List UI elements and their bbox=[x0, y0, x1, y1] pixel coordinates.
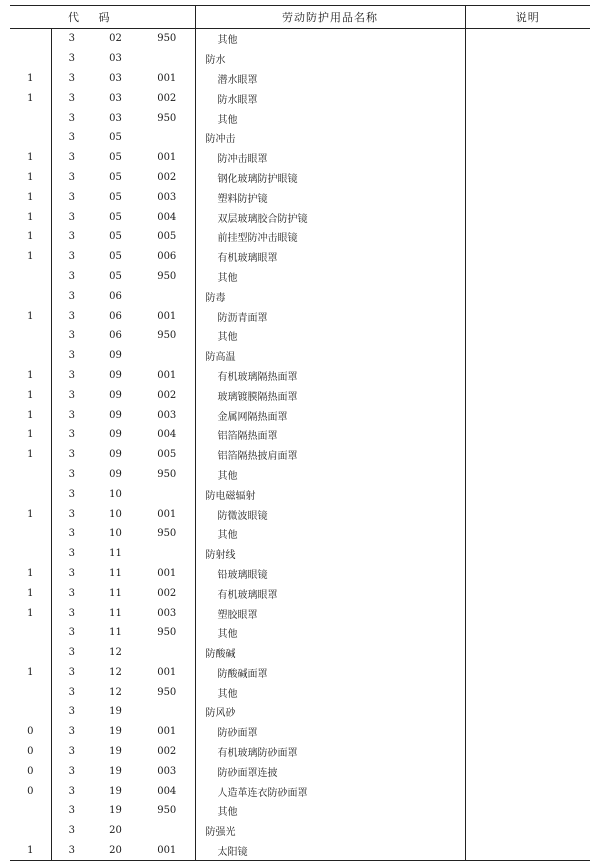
note-cell bbox=[465, 801, 590, 821]
note-cell bbox=[465, 583, 590, 603]
code-group-cell: 09 bbox=[109, 449, 122, 461]
item-name-cell: 防砂面罩连披 bbox=[195, 761, 465, 781]
code-category-cell: 3 bbox=[51, 484, 92, 504]
table-row bbox=[10, 524, 590, 544]
code-item-cell: 950 bbox=[157, 468, 177, 480]
item-name-cell: 有机玻璃眼罩 bbox=[195, 583, 465, 603]
code-item-cell: 002 bbox=[157, 746, 177, 758]
code-category-cell: 3 bbox=[51, 227, 92, 247]
item-name-cell: 防毒 bbox=[195, 286, 465, 306]
code-level-cell: 0 bbox=[27, 726, 34, 738]
table-row bbox=[10, 385, 590, 405]
code-level-cell: 1 bbox=[27, 152, 34, 164]
note-cell bbox=[465, 465, 590, 485]
note-cell bbox=[465, 29, 590, 49]
code-group-cell: 19 bbox=[109, 805, 122, 817]
table-row bbox=[10, 148, 590, 168]
code-group-cell: 12 bbox=[109, 666, 122, 678]
table-row bbox=[10, 702, 590, 722]
table-row bbox=[10, 88, 590, 108]
code-item-cell: 950 bbox=[157, 330, 177, 342]
table-row bbox=[10, 623, 590, 643]
code-level-cell: 1 bbox=[27, 369, 34, 381]
code-item-cell: 004 bbox=[157, 211, 177, 223]
note-cell bbox=[465, 69, 590, 89]
table-row bbox=[10, 445, 590, 465]
code-group-cell: 05 bbox=[109, 152, 122, 164]
item-name-cell: 防强光 bbox=[195, 821, 465, 841]
code-category-cell: 3 bbox=[51, 247, 92, 267]
code-item-cell: 003 bbox=[157, 191, 177, 203]
code-category-cell: 3 bbox=[51, 643, 92, 663]
note-cell bbox=[465, 524, 590, 544]
code-category-cell: 3 bbox=[51, 88, 92, 108]
code-level-cell bbox=[10, 643, 51, 663]
code-group-cell: 19 bbox=[109, 746, 122, 758]
item-name-cell: 防水 bbox=[195, 49, 465, 69]
code-level-cell: 1 bbox=[27, 409, 34, 421]
item-name-cell: 铝箔隔热面罩 bbox=[195, 425, 465, 445]
item-name-cell: 其他 bbox=[195, 29, 465, 49]
code-item-cell: 003 bbox=[157, 607, 177, 619]
note-cell bbox=[465, 306, 590, 326]
code-group-cell: 20 bbox=[109, 825, 122, 837]
table-row bbox=[10, 761, 590, 781]
table-row bbox=[10, 247, 590, 267]
note-cell bbox=[465, 128, 590, 148]
code-level-cell bbox=[10, 267, 51, 287]
code-group-cell: 11 bbox=[109, 548, 122, 560]
code-category-cell: 3 bbox=[51, 148, 92, 168]
code-group-cell: 09 bbox=[109, 389, 122, 401]
table-row bbox=[10, 366, 590, 386]
code-item-cell bbox=[139, 286, 195, 306]
item-name-cell: 防砂面罩 bbox=[195, 722, 465, 742]
table-row bbox=[10, 742, 590, 762]
code-category-cell: 3 bbox=[51, 366, 92, 386]
code-category-cell: 3 bbox=[51, 702, 92, 722]
code-group-cell: 09 bbox=[109, 350, 122, 362]
code-category-cell: 3 bbox=[51, 69, 92, 89]
code-category-cell: 3 bbox=[51, 722, 92, 742]
table-row bbox=[10, 603, 590, 623]
code-item-cell: 001 bbox=[157, 508, 177, 520]
code-group-cell: 10 bbox=[109, 508, 122, 520]
code-category-cell: 3 bbox=[51, 405, 92, 425]
table-row bbox=[10, 465, 590, 485]
note-cell bbox=[465, 267, 590, 287]
code-group-cell: 05 bbox=[109, 171, 122, 183]
code-group-cell: 19 bbox=[109, 726, 122, 738]
item-name-cell: 双层玻璃胶合防护镜 bbox=[195, 207, 465, 227]
table-row bbox=[10, 544, 590, 564]
code-category-cell: 3 bbox=[51, 187, 92, 207]
protective-equipment-code-table bbox=[10, 5, 590, 861]
code-level-cell: 1 bbox=[10, 841, 51, 861]
code-level-cell: 1 bbox=[27, 449, 34, 461]
code-item-cell bbox=[139, 544, 195, 564]
note-cell bbox=[465, 761, 590, 781]
code-level-cell: 1 bbox=[27, 666, 34, 678]
code-level-cell bbox=[10, 524, 51, 544]
item-name-cell: 其他 bbox=[195, 326, 465, 346]
code-level-cell bbox=[10, 128, 51, 148]
code-level-cell: 1 bbox=[27, 251, 34, 263]
code-category-cell: 3 bbox=[51, 682, 92, 702]
code-item-cell: 003 bbox=[157, 409, 177, 421]
note-cell bbox=[465, 484, 590, 504]
code-level-cell: 1 bbox=[27, 211, 34, 223]
code-group-cell: 10 bbox=[109, 528, 122, 540]
code-category-cell: 3 bbox=[51, 168, 92, 188]
code-level-cell bbox=[10, 682, 51, 702]
code-group-cell: 12 bbox=[109, 647, 122, 659]
code-item-cell: 950 bbox=[157, 270, 177, 282]
code-level-cell: 1 bbox=[27, 72, 34, 84]
note-cell bbox=[465, 702, 590, 722]
table-row bbox=[10, 306, 590, 326]
item-name-cell: 塑胶眼罩 bbox=[195, 603, 465, 623]
note-cell bbox=[465, 682, 590, 702]
code-category-cell: 3 bbox=[51, 306, 92, 326]
note-cell bbox=[465, 841, 590, 861]
code-item-cell: 001 bbox=[157, 310, 177, 322]
code-item-cell: 001 bbox=[157, 726, 177, 738]
code-item-cell: 001 bbox=[157, 72, 177, 84]
item-name-cell: 潜水眼罩 bbox=[195, 69, 465, 89]
code-level-cell: 0 bbox=[27, 765, 34, 777]
code-category-cell: 3 bbox=[51, 583, 92, 603]
code-item-cell: 002 bbox=[157, 587, 177, 599]
note-cell bbox=[465, 385, 590, 405]
table-row bbox=[10, 128, 590, 148]
item-name-cell: 防高温 bbox=[195, 346, 465, 366]
table-row bbox=[10, 801, 590, 821]
code-group-cell: 09 bbox=[109, 409, 122, 421]
code-item-cell: 005 bbox=[157, 231, 177, 243]
item-name-cell: 其他 bbox=[195, 801, 465, 821]
code-category-cell: 3 bbox=[51, 128, 92, 148]
table-row bbox=[10, 564, 590, 584]
note-column-header: 说明 bbox=[465, 6, 590, 29]
code-group-cell: 06 bbox=[109, 290, 122, 302]
table-row bbox=[10, 484, 590, 504]
code-group-cell: 06 bbox=[109, 330, 122, 342]
table-row bbox=[10, 49, 590, 69]
item-name-cell: 其他 bbox=[195, 267, 465, 287]
table-row bbox=[10, 346, 590, 366]
code-level-cell bbox=[10, 821, 51, 841]
code-group-cell: 03 bbox=[109, 72, 122, 84]
code-level-cell bbox=[10, 484, 51, 504]
code-item-cell: 950 bbox=[157, 33, 177, 45]
name-column-header: 劳动防护用品名称 bbox=[195, 6, 465, 29]
code-item-cell: 950 bbox=[157, 686, 177, 698]
note-cell bbox=[465, 148, 590, 168]
note-cell bbox=[465, 663, 590, 683]
item-name-cell: 玻璃镀膜隔热面罩 bbox=[195, 385, 465, 405]
table-row bbox=[10, 821, 590, 841]
code-group-cell: 11 bbox=[109, 607, 122, 619]
code-category-cell: 3 bbox=[51, 544, 92, 564]
note-cell bbox=[465, 821, 590, 841]
table-row bbox=[10, 663, 590, 683]
code-item-cell: 005 bbox=[157, 449, 177, 461]
code-item-cell bbox=[139, 346, 195, 366]
table-row bbox=[10, 781, 590, 801]
code-category-cell: 3 bbox=[51, 425, 92, 445]
code-level-cell bbox=[10, 465, 51, 485]
code-group-cell: 05 bbox=[109, 132, 122, 144]
code-level-cell bbox=[10, 702, 51, 722]
code-item-cell: 004 bbox=[157, 429, 177, 441]
code-group-cell: 09 bbox=[109, 429, 122, 441]
item-name-cell: 防冲击眼罩 bbox=[195, 148, 465, 168]
item-name-cell: 其他 bbox=[195, 524, 465, 544]
note-cell bbox=[465, 544, 590, 564]
code-category-cell: 3 bbox=[51, 564, 92, 584]
note-cell bbox=[465, 504, 590, 524]
note-cell bbox=[465, 168, 590, 188]
item-name-cell: 防电磁辐射 bbox=[195, 484, 465, 504]
code-group-cell: 03 bbox=[109, 112, 122, 124]
code-level-cell bbox=[10, 286, 51, 306]
item-name-cell: 防射线 bbox=[195, 544, 465, 564]
code-group-cell: 05 bbox=[109, 191, 122, 203]
code-item-cell bbox=[139, 821, 195, 841]
table-row bbox=[10, 108, 590, 128]
code-category-cell: 3 bbox=[51, 108, 92, 128]
code-group-cell: 03 bbox=[109, 53, 122, 65]
item-name-cell: 防酸碱 bbox=[195, 643, 465, 663]
code-category-cell: 3 bbox=[51, 286, 92, 306]
code-category-cell: 3 bbox=[51, 445, 92, 465]
code-level-cell: 1 bbox=[27, 171, 34, 183]
item-name-cell: 防水眼罩 bbox=[195, 88, 465, 108]
table-row bbox=[10, 168, 590, 188]
note-cell bbox=[465, 564, 590, 584]
item-name-cell: 金属网隔热面罩 bbox=[195, 405, 465, 425]
code-level-cell bbox=[10, 544, 51, 564]
item-name-cell: 有机玻璃防砂面罩 bbox=[195, 742, 465, 762]
code-item-cell: 950 bbox=[157, 805, 177, 817]
code-category-cell: 3 bbox=[51, 801, 92, 821]
code-category-cell: 3 bbox=[51, 781, 92, 801]
note-cell bbox=[465, 207, 590, 227]
code-category-cell: 3 bbox=[51, 346, 92, 366]
code-category-cell: 3 bbox=[51, 841, 92, 861]
code-level-cell bbox=[10, 29, 51, 49]
note-cell bbox=[465, 286, 590, 306]
note-cell bbox=[465, 227, 590, 247]
item-name-cell: 其他 bbox=[195, 623, 465, 643]
table-row bbox=[10, 286, 590, 306]
item-name-cell: 前挂型防冲击眼镜 bbox=[195, 227, 465, 247]
code-item-cell: 950 bbox=[157, 627, 177, 639]
code-group-cell: 19 bbox=[109, 706, 122, 718]
code-level-cell: 0 bbox=[27, 746, 34, 758]
item-name-cell: 人造革连衣防砂面罩 bbox=[195, 781, 465, 801]
code-item-cell: 002 bbox=[157, 171, 177, 183]
code-group-cell: 02 bbox=[109, 33, 122, 45]
code-item-cell bbox=[139, 49, 195, 69]
table-header-row bbox=[10, 6, 590, 29]
code-category-cell: 3 bbox=[51, 465, 92, 485]
item-name-cell: 其他 bbox=[195, 108, 465, 128]
code-group-cell: 05 bbox=[109, 270, 122, 282]
code-level-cell bbox=[10, 326, 51, 346]
code-item-cell: 006 bbox=[157, 251, 177, 263]
code-group-cell: 06 bbox=[109, 310, 122, 322]
note-cell bbox=[465, 187, 590, 207]
note-cell bbox=[465, 346, 590, 366]
note-cell bbox=[465, 781, 590, 801]
code-item-cell bbox=[139, 484, 195, 504]
note-cell bbox=[465, 425, 590, 445]
code-category-cell: 3 bbox=[51, 29, 92, 49]
code-category-cell: 3 bbox=[51, 663, 92, 683]
code-category-cell: 3 bbox=[51, 326, 92, 346]
code-group-cell: 11 bbox=[109, 587, 122, 599]
code-level-cell bbox=[10, 49, 51, 69]
code-item-cell: 950 bbox=[157, 112, 177, 124]
code-level-cell bbox=[10, 108, 51, 128]
code-level-cell bbox=[10, 623, 51, 643]
code-level-cell: 0 bbox=[27, 785, 34, 797]
note-cell bbox=[465, 445, 590, 465]
code-group-cell: 12 bbox=[109, 686, 122, 698]
item-name-cell: 防冲击 bbox=[195, 128, 465, 148]
table-row bbox=[10, 841, 590, 861]
code-item-cell: 004 bbox=[157, 785, 177, 797]
table-row bbox=[10, 207, 590, 227]
code-category-cell: 3 bbox=[51, 504, 92, 524]
code-item-cell: 001 bbox=[157, 369, 177, 381]
table-row bbox=[10, 69, 590, 89]
code-level-cell bbox=[10, 801, 51, 821]
code-level-cell: 1 bbox=[27, 389, 34, 401]
table-row bbox=[10, 583, 590, 603]
table-row bbox=[10, 643, 590, 663]
code-item-cell bbox=[139, 702, 195, 722]
code-level-cell bbox=[10, 346, 51, 366]
note-cell bbox=[465, 722, 590, 742]
note-cell bbox=[465, 326, 590, 346]
code-item-cell: 950 bbox=[157, 528, 177, 540]
code-group-cell: 05 bbox=[109, 251, 122, 263]
code-category-cell: 3 bbox=[51, 603, 92, 623]
item-name-cell: 防风砂 bbox=[195, 702, 465, 722]
code-category-cell: 3 bbox=[51, 207, 92, 227]
code-group-cell: 03 bbox=[109, 92, 122, 104]
code-group-cell: 20 bbox=[92, 841, 139, 861]
item-name-cell: 太阳镜 bbox=[195, 841, 465, 861]
table-row bbox=[10, 405, 590, 425]
code-column-header: 代 码 bbox=[10, 6, 195, 29]
code-level-cell: 1 bbox=[27, 429, 34, 441]
item-name-cell: 铝箔隔热披肩面罩 bbox=[195, 445, 465, 465]
code-group-cell: 10 bbox=[109, 488, 122, 500]
code-item-cell: 003 bbox=[157, 765, 177, 777]
code-group-cell: 09 bbox=[109, 369, 122, 381]
code-category-cell: 3 bbox=[51, 761, 92, 781]
code-group-cell: 11 bbox=[109, 567, 122, 579]
code-item-cell bbox=[139, 643, 195, 663]
item-name-cell: 有机玻璃眼罩 bbox=[195, 247, 465, 267]
note-cell bbox=[465, 366, 590, 386]
code-category-cell: 3 bbox=[51, 623, 92, 643]
code-category-cell: 3 bbox=[51, 742, 92, 762]
note-cell bbox=[465, 88, 590, 108]
item-name-cell: 其他 bbox=[195, 682, 465, 702]
code-item-cell: 001 bbox=[139, 841, 195, 861]
code-group-cell: 19 bbox=[109, 785, 122, 797]
item-name-cell: 有机玻璃隔热面罩 bbox=[195, 366, 465, 386]
note-cell bbox=[465, 108, 590, 128]
table-row bbox=[10, 682, 590, 702]
code-level-cell: 1 bbox=[27, 92, 34, 104]
code-level-cell: 1 bbox=[27, 231, 34, 243]
table-row bbox=[10, 227, 590, 247]
item-name-cell: 钢化玻璃防护眼镜 bbox=[195, 168, 465, 188]
item-name-cell: 塑料防护镜 bbox=[195, 187, 465, 207]
code-category-cell: 3 bbox=[51, 821, 92, 841]
code-level-cell: 1 bbox=[27, 191, 34, 203]
code-group-cell: 05 bbox=[109, 211, 122, 223]
code-item-cell: 001 bbox=[157, 567, 177, 579]
table-row bbox=[10, 187, 590, 207]
note-cell bbox=[465, 49, 590, 69]
code-item-cell bbox=[139, 128, 195, 148]
code-group-cell: 11 bbox=[109, 627, 122, 639]
code-group-cell: 05 bbox=[109, 231, 122, 243]
note-cell bbox=[465, 643, 590, 663]
code-group-cell: 19 bbox=[109, 765, 122, 777]
item-name-cell: 其他 bbox=[195, 465, 465, 485]
code-category-cell: 3 bbox=[51, 524, 92, 544]
code-item-cell: 002 bbox=[157, 92, 177, 104]
note-cell bbox=[465, 742, 590, 762]
note-cell bbox=[465, 247, 590, 267]
note-cell bbox=[465, 405, 590, 425]
table-row bbox=[10, 326, 590, 346]
code-level-cell: 1 bbox=[27, 310, 34, 322]
code-item-cell: 001 bbox=[157, 152, 177, 164]
code-category-cell: 3 bbox=[51, 385, 92, 405]
code-level-cell: 1 bbox=[27, 587, 34, 599]
table-row bbox=[10, 267, 590, 287]
code-item-cell: 001 bbox=[157, 666, 177, 678]
code-category-cell: 3 bbox=[51, 267, 92, 287]
table-row bbox=[10, 29, 590, 49]
code-level-cell: 1 bbox=[27, 567, 34, 579]
item-name-cell: 防微波眼镜 bbox=[195, 504, 465, 524]
table-row bbox=[10, 722, 590, 742]
code-item-cell: 002 bbox=[157, 389, 177, 401]
code-level-cell: 1 bbox=[27, 607, 34, 619]
item-name-cell: 铅玻璃眼镜 bbox=[195, 564, 465, 584]
note-cell bbox=[465, 603, 590, 623]
code-category-cell: 3 bbox=[51, 49, 92, 69]
note-cell bbox=[465, 623, 590, 643]
code-level-cell: 1 bbox=[27, 508, 34, 520]
table-row bbox=[10, 504, 590, 524]
code-group-cell: 09 bbox=[109, 468, 122, 480]
item-name-cell: 防酸碱面罩 bbox=[195, 663, 465, 683]
table-row bbox=[10, 425, 590, 445]
item-name-cell: 防沥青面罩 bbox=[195, 306, 465, 326]
